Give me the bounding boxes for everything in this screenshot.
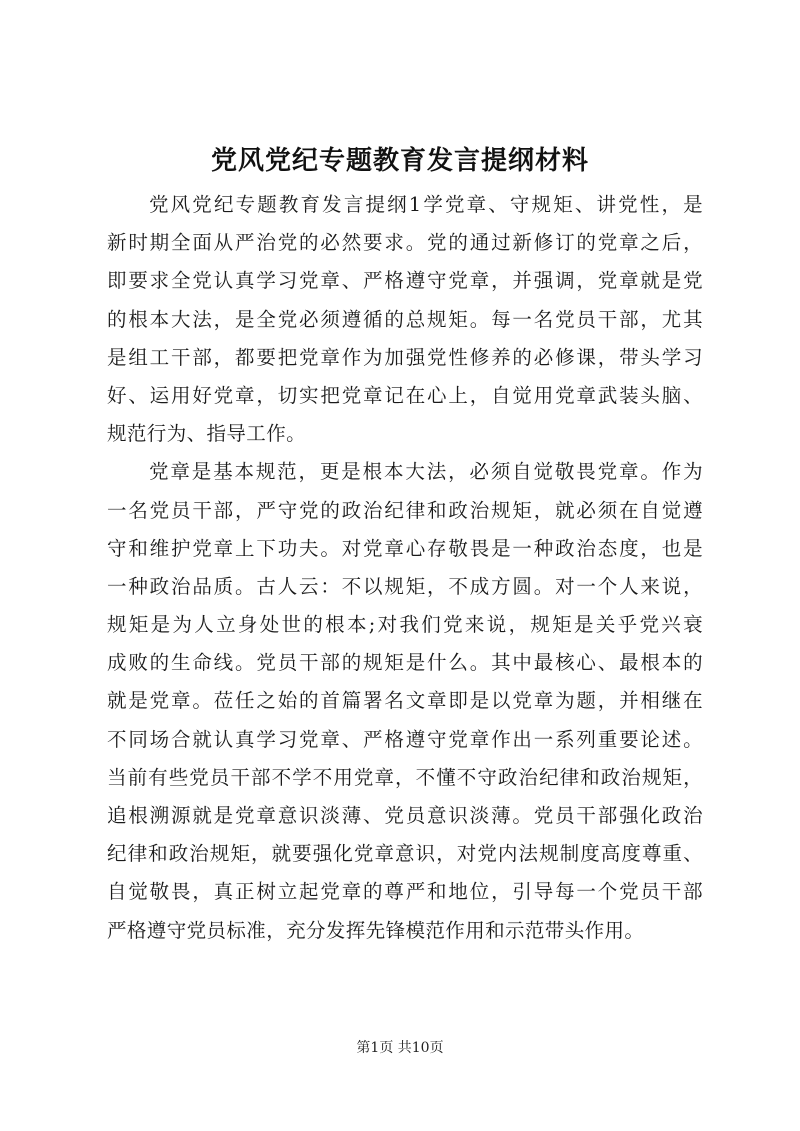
paragraph-line: 一名党员干部，严守党的政治纪律和政治规矩，就必须在自觉遵 (107, 498, 703, 522)
paragraph-line: 新时期全面从严治党的必然要求。党的通过新修订的党章之后， (107, 231, 703, 255)
paragraph-line: 即要求全党认真学习党章、严格遵守党章，并强调，党章就是党 (107, 269, 703, 293)
paragraph-line: 就是党章。莅任之始的首篇署名文章即是以党章为题，并相继在 (107, 689, 703, 713)
paragraph-line: 好、运用好党章，切实把党章记在心上，自觉用党章武装头脑、 (107, 383, 703, 407)
paragraph-line: 守和维护党章上下功夫。对党章心存敬畏是一种政治态度，也是 (107, 536, 703, 560)
paragraph-line: 纪律和政治规矩，就要强化党章意识，对党内法规制度高度尊重、 (107, 842, 703, 866)
paragraph-line: 严格遵守党员标准，充分发挥先锋模范作用和示范带头作用。 (107, 918, 645, 942)
paragraph-line: 自觉敬畏，真正树立起党章的尊严和地位，引导每一个党员干部 (107, 880, 703, 904)
paragraph-line: 的根本大法，是全党必须遵循的总规矩。每一名党员干部，尤其 (107, 307, 703, 331)
paragraph-line: 当前有些党员干部不学不用党章，不懂不守政治纪律和政治规矩， (107, 765, 703, 789)
document-body (107, 186, 703, 950)
paragraph-line: 规范行为、指导工作。 (107, 422, 307, 446)
paragraph-line: 一种政治品质。古人云：不以规矩，不成方圆。对一个人来说， (107, 574, 703, 598)
document-title: 党风党纪专题教育发言提纲材料 (210, 146, 589, 176)
paragraph-line: 党章是基本规范，更是根本大法，必须自觉敬畏党章。作为 (149, 460, 703, 484)
paragraph-line: 成败的生命线。党员干部的规矩是什么。其中最核心、最根本的 (107, 651, 703, 675)
paragraph-line: 是组工干部，都要把党章作为加强党性修养的必修课，带头学习 (107, 345, 703, 369)
paragraph-1 (107, 186, 703, 453)
paragraph-line: 党风党纪专题教育发言提纲1学党章、守规矩、讲党性，是 (149, 193, 703, 216)
paragraph-line: 规矩是为人立身处世的根本;对我们党来说，规矩是关乎党兴衰 (107, 613, 703, 637)
paragraph-line: 追根溯源就是党章意识淡薄、党员意识淡薄。党员干部强化政治 (107, 804, 703, 827)
page-footer: 第1页 共10页 (356, 1040, 444, 1056)
paragraph-line: 不同场合就认真学习党章、严格遵守党章作出一系列重要论述。 (107, 727, 703, 751)
paragraph-2 (107, 453, 703, 949)
